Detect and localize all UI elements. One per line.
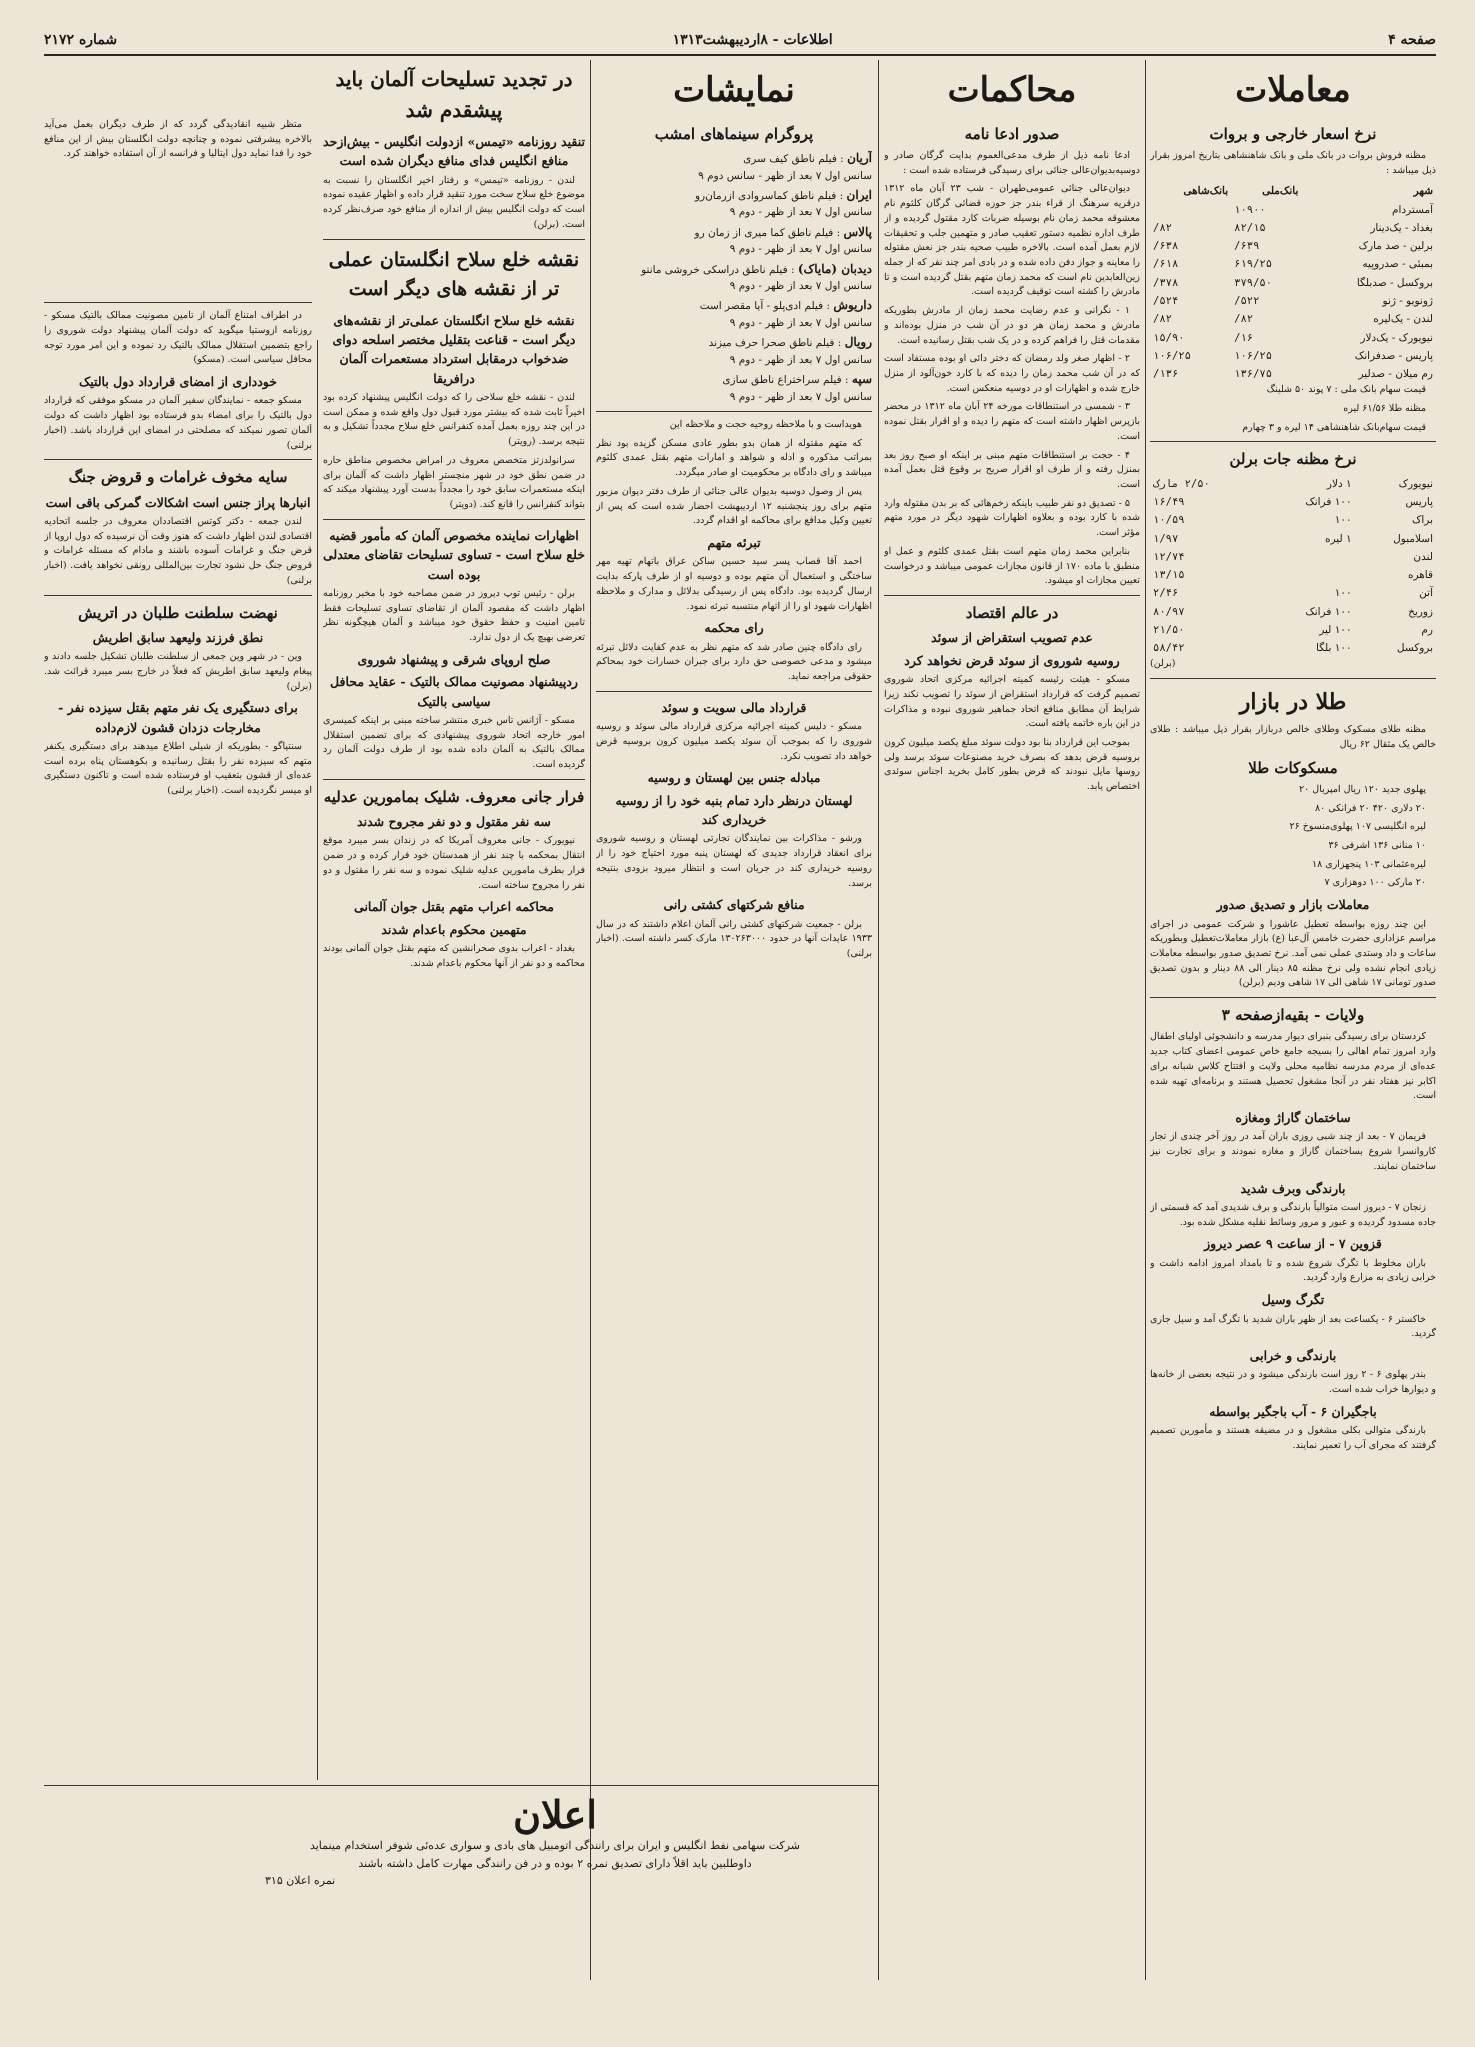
table-cell: ۱۰/۵۹ xyxy=(1153,514,1185,527)
paragraph: نیویورک - جانی معروف آمریکا که در زندان بسر میبرد موقع انتقال بمحکمه با چند نفر از همدستان خود فرار کرده و در ضمن فرار بطرف مامورین عدلیه شلیک نموده و سه نفر را مقتول و دو نفر را مجروح ساخته است. xyxy=(323,835,585,891)
table-cell: ۶۳۸/ xyxy=(1153,240,1179,253)
headline: نهضت سلطنت طلبان در اتریش xyxy=(78,603,278,622)
table-row xyxy=(1150,530,1436,548)
paragraph: بموجب این قرارداد بنا بود دولت سوئد مبلغ یکصد میلیون کرون بروسیه قرض بدهد که بصرف خرید مصنوعات سوئد برسد ولی روسها مایل نبودند که قرض بطور کامل بخرید اجناس سوئدی اختصاص یابد. xyxy=(884,736,1140,793)
table-cell xyxy=(1262,566,1355,584)
paragraph: ۱ - نگرانی و عدم رضایت محمد زمان از مادرش بطوریکه مادرش و محمد زمان هر دو در آن شب در منزل بوده‌اند و مقدمات قتل را فراهم کرده و در یک شب بقتل رسانیده است. xyxy=(884,305,1140,346)
table-cell: ۱۰۰ فرانک xyxy=(1305,605,1352,618)
cinema-item: دیدبان (مایاک) : فیلم ناطق دراسکی خروشی مانتو سانس اول ۷ بعد از ظهر - دوم ۹ xyxy=(641,261,872,293)
table-cell: ۱۶/ xyxy=(1234,331,1254,344)
subheading: صدور ادعا نامه xyxy=(964,124,1060,143)
subheading: نطق فرزند ولیعهد سابق اطریش xyxy=(92,629,264,645)
table-cell: ۸۲/۱۵ xyxy=(1234,221,1266,234)
table-cell: ۸۲/ xyxy=(1153,313,1172,326)
table-cell: آتن xyxy=(1419,587,1433,600)
divider xyxy=(323,519,585,520)
paragraph: لندن - نقشه خلع سلاحی را که دولت انگلیس پیشنهاد کرده بود اخیراً ثابت شده که بیشتر مورد قبول دول واقع شده و ممکن است در این چند روزه بعمل آمده کنفرانس خلع سلاح مجدداً تشکیل و به نتیجه برسد. (رویتر) xyxy=(323,392,585,448)
subheading: قرارداد مالی سویت و سوئد xyxy=(661,699,807,715)
coin-row: پهلوی جدید ۱۲۰ ریال امپریال ۲۰ xyxy=(1299,783,1426,795)
table-cell xyxy=(1262,548,1355,566)
table-cell: براک xyxy=(1411,514,1433,527)
paragraph: مسکو - آژانس تاس خبری منتشر ساخته مبنی بر اینکه کمیسری امور خارجه اتحاد شوروی پیشنهادی که برای تضمین استقلال ممالک بالتیک به آلمان داده شده بود از طرف دولت آلمان رد گردیده است. xyxy=(323,714,585,771)
subheading: انبارها پراز جنس است اشکالات گمرکی باقی است xyxy=(45,494,311,510)
column-shows xyxy=(596,60,872,1980)
subheading: لهستان درنظر دارد تمام بنبه خود را از روسیه خریداری کند xyxy=(615,792,853,828)
table-cell: ۱ دلار xyxy=(1326,477,1352,490)
paragraph: ورشو - مذاکرات بین نمایندگان تجارتی لهستان و روسیه شوروی برای انعقاد قرارداد جدیدی که لهستان پنبه مورد احتیاج خود را از روسیه خریداری کند در جریان است و انتظار میرود بزودی بنتیجه برسد. xyxy=(596,833,872,889)
table-cell: ۸۰/۹۷ xyxy=(1153,605,1185,618)
table-cell: نیویورک xyxy=(1398,477,1433,490)
subheading: متهمین محکوم باعدام شدند xyxy=(381,921,527,937)
exchange-rates-table xyxy=(1150,182,1436,383)
table-cell: ۱/۹۷ xyxy=(1153,532,1179,545)
paragraph: بندر پهلوی ۶ - ۲ روز است بارندگی میشود و در نتیجه بعضی از خانه‌ها و دیوارها خراب شده است. xyxy=(1150,1369,1436,1396)
text-line: مظنه طلا ۶۱/۵۶ لیره xyxy=(1343,403,1426,415)
table-cell: اسلامبول xyxy=(1393,532,1433,545)
paragraph: سنتیاگو - بطوریکه از شیلی اطلاع میدهند برای دستگیری یکنفر متهم که سیزده نفر را بقتل رسانیده و بکوهستان پناه برده است عده‌ای از قشون بتعقیب او فرستاده شده است و تاکنون دستگیری او میسر نگردیده است. (اخبار برلنی) xyxy=(44,741,312,797)
masthead: اطلاعات - ۸اردیبهشت۱۳۱۳ xyxy=(672,32,833,48)
paragraph: ۲ - اظهار صغر ولد رمضان که دختر دائی او بوده مستفاد است که در آن شب محمد زمان را دیده که با کارد خون‌آلود از منزل خارج شده و اظهارات او در دوسیه منعکس است. xyxy=(884,353,1140,394)
paragraph: لندن - روزنامه «تیمس» و رفتار اخیر انگلستان را نسبت به موضوع خلع سلاح سخت مورد تنقید قرار داده و اظهار عقیده نموده است که دولت انگلیس بیش از اندازه از منافع خود صرف‌نظر کرده است. (برلن) xyxy=(323,174,585,230)
section-title: معاملات xyxy=(1235,70,1351,110)
table-cell: ۱۰۰ لیر xyxy=(1319,623,1352,636)
berlin-heading: نرخ مظنه جات برلن xyxy=(1229,450,1357,469)
column-rule xyxy=(317,340,318,1780)
table-cell: بمبئی - صدروپیه xyxy=(1362,258,1433,271)
subheading: اظهارات نماینده مخصوص آلمان که مأمور قضیه خلع سلاح است - تساوی تسلیحات تقاضای معتدلی بوده است xyxy=(323,527,585,582)
paragraph: خاکستر ۶ - یکساعت بعد از ظهر باران شدید با تگرگ آمد و سیل جاری گردید. xyxy=(1150,1313,1436,1340)
gold-heading: طلا در بازار xyxy=(1239,689,1347,716)
subheading: سه نفر مقتول و دو نفر مجروح شدند xyxy=(357,814,551,829)
table-cell: ۵۲۴/ xyxy=(1153,294,1179,307)
page-header xyxy=(44,26,1436,56)
table-row xyxy=(1150,329,1436,347)
table-cell: ۸۲/ xyxy=(1234,313,1254,326)
table-cell: ۲/۵۰ مارک xyxy=(1153,477,1210,490)
coin-row: ۲۰ مارکی ۱۰۰ دوهزاری ۷ xyxy=(1324,877,1426,889)
subheading: نقشه خلع سلاح انگلستان عملی‌تر از نقشه‌های دیگر است - قناعت بتقلیل مختصر اسلحه دوای ضدخواب درمقابل استرداد مستعمرات آلمان درافریقا xyxy=(332,312,576,386)
table-row xyxy=(1150,475,1436,493)
paragraph: بارندگی متوالی بکلی مشغول و در مضیقه هستند و مأمورین تصمیم گرفتند که مجرای آب را تعمیر نمایند. xyxy=(1150,1425,1436,1451)
table-cell: برلین - صد مارک xyxy=(1358,240,1433,253)
table-cell: ۱۵/۹۰ xyxy=(1153,331,1185,344)
divider xyxy=(596,691,872,692)
cinema-program-heading: پروگرام سینماهای امشب xyxy=(654,124,814,143)
text-line: قیمت سهام‌بانک شاهنشاهی ۱۴ لیره و ۳ چهارم xyxy=(1242,421,1426,433)
cinema-item: سپه : فیلم سراختراع ناطق سازی سانس اول ۷ بعد از ظهر - دوم ۹ xyxy=(722,372,872,403)
subheading: عدم تصویب استقراض از سوئد xyxy=(931,630,1093,646)
table-cell: ۶۱۸/ xyxy=(1153,258,1179,271)
column-news-a xyxy=(323,60,585,1780)
table-cell: ۶۱۹/۲۵ xyxy=(1234,258,1273,271)
headline: نقشه خلع سلاح انگلستان عملی تر از نقشه های دیگر است xyxy=(328,248,580,301)
coin-row: لیره‌عثمانی ۱۰۳ پنجهزاری ۱۸ xyxy=(1312,858,1426,870)
table-row xyxy=(1150,621,1436,639)
cinema-film: فیلم ناطق دراسکی خروشی مانتو xyxy=(641,263,788,276)
page-number: صفحه ۴ xyxy=(1388,32,1436,48)
table-cell: ۱۰۶/۲۵ xyxy=(1234,349,1273,362)
section-title: نمایشات xyxy=(673,70,795,110)
table-cell: ۱۰۰ فرانک xyxy=(1305,495,1352,508)
table-cell: ۳۷۹/۵۰ xyxy=(1234,276,1273,289)
column-news-b xyxy=(44,118,312,1778)
subheading: محاکمه اعراب متهم بقتل جوان آلمانی xyxy=(354,899,554,915)
table-row xyxy=(1150,511,1436,529)
cinema-times: سانس اول ۷ بعد از ظهر - دوم ۹ xyxy=(729,243,872,256)
table-cell: رم xyxy=(1421,623,1433,636)
paragraph: بغداد - اعراب بدوی صحرانشین که متهم بقتل جوان آلمانی بودند محاکمه و دو نفر از آنها محکوم باعدام شدند. xyxy=(323,943,585,969)
paragraph: فریمان ۷ - بعد از چند شبی روزی باران آمد در روز آخر چندی از تجار کاروانسرا شروع بساختمان گاراژ و مغازه نمودند و برای تجارت نیز ساختمان نمایند. xyxy=(1150,1131,1436,1172)
provinces-heading: ولایات - بقیه‌ازصفحه ۳ xyxy=(1221,1006,1365,1025)
table-cell: پاریس xyxy=(1405,495,1433,508)
paragraph: متظر شبیه انقادیدگی گردد که از طرف دیگران بعمل می‌آید بالاخره پیشرفتی نموده و چنانچه دولت انگلستان بیش از این منافع خود را فدا نماید دول ایتالیا و فرانسه از آن استفاده خواهند کرد. xyxy=(44,119,312,160)
subheading: باجگیران ۶ - آب باجگیر بواسطه xyxy=(1209,1403,1377,1419)
paragraph: احمد آقا قصاب پسر سید حسین ساکن عراق باتهام تهیه مهر ساختگی و استعمال آن متهم بوده و دوسیه او از طرف پارکه بدایت ارسال گردیده بود. دادگاه پس از رسیدگی بدلائل و مدارک و ملاحظه اظهارات شهود او را از اتهام منتسبه تبرئه نمود. xyxy=(596,556,872,612)
paragraph: بنابراین محمد زمان متهم است بقتل عمدی کلثوم و عمل او منطبق با ماده ۱۷۰ از قانون مجازات عمومی میباشد و درخواست تعیین مجازات او میشود. xyxy=(884,545,1140,587)
table-header: بانک‌شاهی xyxy=(1183,185,1229,198)
table-cell: بروکسل - صدبلگا xyxy=(1356,276,1433,289)
table-cell: ۲/۴۶ xyxy=(1153,587,1179,600)
cinema-item: داریوش : فیلم ادی‌پلو - آیا مقصر است سانس اول ۷ بعد از ظهر - دوم ۹ xyxy=(699,298,872,329)
table-cell: ۱۰۰ xyxy=(1334,514,1352,527)
table-cell: پاریس - صدفرانک xyxy=(1354,349,1433,362)
paragraph: برلن - جمعیت شرکتهای کشتی رانی آلمان اعلام داشتند که در سال ۱۹۳۳ عایدات آنها در حدود ۱۳۰۲۶۳۰۰۰ مارک کسر داشته است. (اخبار برلنی) xyxy=(596,918,872,960)
table-row xyxy=(1150,639,1436,657)
paragraph: ۵ - تصدیق دو نفر طبیب باینکه زخم‌هائی که بر بدن مقتوله وارد شده با کارد بوده و بعلاوه اظهارات شهود دیگر در مورد متهم مؤثر است. xyxy=(884,497,1140,539)
table-row xyxy=(1150,201,1436,219)
subheading: قزوین ۷ - از ساعت ۹ عصر دیروز xyxy=(1204,1236,1382,1252)
cinema-film: فیلم ناطق کماسروادی ازرمان‌رو xyxy=(694,189,837,202)
coin-row: ۱۰ منانی ۱۳۶ اشرفی ۳۶ xyxy=(1328,840,1426,852)
column-courts xyxy=(884,60,1140,1980)
paragraph: رای دادگاه چنین صادر شد که متهم نظر به عدم کفایت دلائل تبرئه میشود و مدعی خصوصی حق دارد برای جبران خسارات خود بمحاکم حقوقی مراجعه نماید. xyxy=(596,641,872,683)
paragraph: مسکو جمعه - نمایندگان سفیر آلمان در مسکو موفقی که قرارداد دول بالتیک را برای امضاء بدو فرستاده بود اظهار داشت که دولت آلمان تصور نمیکند که مصلحتی در امضای این قرارداد باشد. (اخبار برلنی) xyxy=(44,395,312,451)
divider xyxy=(1150,678,1436,679)
table-row xyxy=(1150,566,1436,584)
cinema-name: دیدبان (مایاک) xyxy=(797,261,872,276)
table-row xyxy=(1150,219,1436,237)
paragraph: در اطراف امتناع آلمان از تامین مصونیت ممالک بالتیک مسکو - روزنامه ازوستیا میگوید که دولت آلمان پیشنهاد دولت شوروی را راجع بتضمین استقلال ممالک بالتیک رد نموده و این امر مورد توجه محافل سیاسی است. (مسکو) xyxy=(44,310,312,366)
table-cell: آمستردام xyxy=(1392,203,1433,216)
table-cell: ۱۰۰ بلگا xyxy=(1315,642,1352,655)
table-cell xyxy=(1150,201,1231,219)
divider xyxy=(323,239,585,240)
cinema-name: سپه xyxy=(851,372,872,387)
table-cell: بغداد - یک‌دینار xyxy=(1370,221,1433,234)
table-row xyxy=(1150,274,1436,292)
subheading: تبرئه متهم xyxy=(707,534,761,550)
cinema-times: سانس اول ۷ بعد از ظهر - دوم ۹ xyxy=(729,353,872,366)
notice-number: نمره اعلان ۳۱۵ xyxy=(265,1874,336,1888)
table-header-row xyxy=(1150,182,1436,200)
notice-line: داوطلبین باید اقلاً دارای تصدیق نمره ۲ بوده و در فن رانندگی مهارت کامل داشته باشند xyxy=(358,1856,752,1870)
paragraph: مظنه طلای مسکوک وطلای خالص دربازار بقرار ذیل میباشد : طلای خالص یک مثقال ۶۲ ریال xyxy=(1150,724,1436,750)
cinema-item: ایران : فیلم ناطق کماسروادی ازرمان‌رو سانس اول ۷ بعد از ظهر - دوم ۹ xyxy=(694,187,872,219)
table-cell: رم میلان - صدلیر xyxy=(1358,368,1433,381)
paragraph: مسکو - هیئت رئیسه کمیته اجرائیه مرکزی اتحاد شوروی تصمیم گرفت که قرارداد استقراض از سوئد را تصویب نکند زیرا شرایط آن مطابق منافع اتحاد جماهیر شوروی نبوده و مذاکرات در این باره خاتمه یافته است. xyxy=(884,674,1140,730)
table-row xyxy=(1150,603,1436,621)
paragraph: ادعا نامه ذیل از طرف مدعی‌العموم بدایت گرگان صادر و دوسیه‌بدیوان‌عالی جنائی برای رسیدگی فرستاده شده است : xyxy=(884,149,1140,176)
subheading: ساختمان گاراژ ومغازه xyxy=(1235,1109,1351,1125)
paragraph: ۴ - حجت بر استنطاقات متهم مبنی بر اینکه او صبح روز بعد بمنزل رفته و از طرف او اقرار صریح بر وقوع قتل بعمل آمده است. xyxy=(884,449,1140,491)
headline: سایه مخوف غرامات و قروض جنگ xyxy=(68,468,288,487)
paragraph: زنجان ۷ - دیروز است متوالیاً بارندگی و برف شدیدی آمد که قسمتی از جاده مسدود گردیده و عبور و مرور وسائط نقلیه مشکل شده بود. xyxy=(1150,1201,1436,1228)
cinema-times: سانس اول ۷ بعد از ظهر - دوم ۹ xyxy=(729,316,872,329)
paragraph: ۳ - شمسی در استنطاقات مورخه ۲۴ آبان ماه ۱۳۱۲ در محضر بازپرس اظهار داشته است که متهم را دیده و او اقرار بقتل نموده است. xyxy=(884,401,1140,442)
cinema-times: سانس اول ۷ بعد از ظهر - دوم ۹ xyxy=(729,280,872,293)
subheading: معاملات بازار و تصدیق صدور xyxy=(1216,897,1370,913)
table-cell: بروکسل xyxy=(1396,642,1433,655)
paragraph: هویداست و با ملاحظه روحیه حجت و ملاحظه این xyxy=(669,418,862,430)
table-row xyxy=(1150,584,1436,602)
table-cell: لندن xyxy=(1413,550,1433,563)
table-header: شهر xyxy=(1413,185,1433,198)
divider xyxy=(884,595,1140,596)
paragraph: سرانولدزتز متخصص معروف در امراض مخصوص مناطق حاره در ضمن نطق خود در شهر منچستر اظهار داشت که آلمان برای اینکه مستعمرات سابق خود را مجدداً بدست آورد پیشنهاد میکند که بتواند کنفرانس را قانع کند. (دویتر) xyxy=(323,454,585,511)
subheading: منافع شرکتهای کشتی رانی xyxy=(663,897,805,913)
notice-line: شرکت سهامی نفط انگلیس و ایران برای رانندگی اتومبیل های بادی و سواری عده‌ئی شوفر استخدام مینماید xyxy=(309,1839,801,1852)
table-cell: نیویورک - یک‌دلار xyxy=(1360,331,1433,344)
cinema-film: فیلم سراختراع ناطق سازی xyxy=(722,374,842,387)
table-cell: ۱۳/۱۵ xyxy=(1153,569,1185,582)
paragraph: وین - در شهر وین جمعی از سلطنت طلبان تشکیل جلسه دادند و پیغام ولیعهد سابق اطریش که فعلاً در خارج بسر میبرد قرائت شد. (برلن) xyxy=(44,651,312,692)
table-header: بانک‌ملی xyxy=(1262,185,1299,198)
table-cell: ۵۸/۴۲ xyxy=(1153,642,1185,655)
table-cell: ۱۰۶/۲۵ xyxy=(1153,349,1191,362)
table-cell: ۱۰۹۰۰ xyxy=(1234,203,1266,216)
table-cell: ۱۳۶/ xyxy=(1153,368,1179,381)
divider xyxy=(44,459,312,460)
column-rule xyxy=(590,60,591,1980)
economy-heading: در عالم اقتصاد xyxy=(965,604,1059,623)
cinema-item: پالاس : فیلم ناطق کما میری از زمان رو سانس اول ۷ بعد از ظهر - دوم ۹ xyxy=(694,224,872,256)
paragraph: دیوان‌عالی جنائی عمومی‌طهران - شب ۲۳ آبان ماه ۱۳۱۲ درقریه سرهنگ از قراء بندر جز حوزه قضائی گرگان کلثوم نام معشوقه محمد زمان نام بوسیله ضربات کارد مقتول گردیده و از طرف اداره نظمیه دستور تعقیب صادر و متهمین جلب و تحقیقات لازم بعمل آمده است. بالاخره طبیب صحیه بندر جز نعش مقتوله را معاینه و جواز دفن داده شده و در بادی امر چند نفر که از جمله زین‌العابدین نام است که محمد زمان متهم بقتل گردیده است و تا مادرش را کشته است توقیف گردیده است. xyxy=(884,183,1140,298)
paragraph: برلن - رئیس توپ دیروز در ضمن مصاحبه خود با مخبر روزنامه اظهار داشت که مقصود آلمان از تقاضای تساوی تسلیحات فقط تامین امنیت و حفظ حقوق خود میباشد و آلمان هیچگونه نظر تعرضی بهیچ یک از دول ندارد. xyxy=(323,587,585,644)
table-cell: ۱۲/۷۴ xyxy=(1153,550,1185,563)
divider xyxy=(44,302,312,303)
table-cell: ۸۲/ xyxy=(1153,221,1172,234)
cinema-times: سانس اول ۷ بعد از ظهر - دوم ۹ xyxy=(729,206,872,219)
table-cell: ژونویو - ژنو xyxy=(1382,294,1433,307)
table-row xyxy=(1150,347,1436,365)
cinema-item: رویال : فیلم ناطق صحرا حرف میزند سانس اول ۷ بعد از ظهر - دوم ۹ xyxy=(708,335,872,366)
table-row xyxy=(1150,237,1436,255)
subheading: رای محکمه xyxy=(704,620,764,636)
cinema-name: آریان xyxy=(847,150,872,165)
berlin-rates-table xyxy=(1150,475,1436,658)
subheading: صلح اروپای شرقی و پیشنهاد شوروی xyxy=(357,651,551,667)
divider xyxy=(1150,997,1436,998)
subheading: روسیه شوروی از سوئد قرض نخواهد کرد xyxy=(904,652,1120,668)
subheading: بارندگی و خرابی xyxy=(1249,1347,1337,1363)
rates-heading: نرخ اسعار خارجی و بروات xyxy=(1209,124,1377,143)
rates-intro: مظنه فروش بروات در بانک ملی و بانک شاهنشاهی بتاریخ امروز بقرار ذیل میباشد : xyxy=(1150,149,1436,176)
cinema-film: فیلم ادی‌پلو - آیا مقصر است xyxy=(699,300,824,313)
cinema-times: سانس اول ۷ بعد از ظهر - دوم ۹ xyxy=(729,390,872,403)
cinema-film: فیلم ناطق صحرا حرف میزند xyxy=(708,337,835,350)
subheading: تگرگ وسیل xyxy=(1261,1292,1325,1308)
subheading: ردپیشنهاد مصونیت ممالک بالتیک - عقاید محافل سیاسی بالتیک xyxy=(330,674,578,709)
column-rule xyxy=(878,60,879,1980)
text-line: قیمت سهام بانک ملی : ۷ پوند ۵۰ شلینگ xyxy=(1266,384,1426,396)
subheading: برای دستگیری یک نفر متهم بقتل سیزده نفر - مخارجات دزدان قشون لازم‌داده xyxy=(58,700,298,735)
notice-title: اعلان xyxy=(513,1792,597,1837)
paragraph: پس از وصول دوسیه بدیوان عالی جنائی از طرف دفتر دیوان مزبور متهم برای روز پنجشنبه ۱۲ اردیبهشت احضار شده است که پس از تعیین وکیل مدافع برای محاکمه او اقدام گردد. xyxy=(596,485,872,527)
subheading: خودداری از امضای قرارداد دول بالتیک xyxy=(79,374,277,390)
section-title: محاکمات xyxy=(947,70,1077,110)
table-cell: ۱۳۶/۷۵ xyxy=(1234,368,1273,381)
table-cell: ۲۱/۵۰ xyxy=(1153,623,1185,636)
advertisement-notice xyxy=(265,1792,845,1887)
table-row xyxy=(1150,255,1436,273)
paragraph: لندن جمعه - دکتر کوتس اقتصاددان معروف در جلسه اتحادیه اقتصادی لندن اظهار داشت که هنوز وقت آن نرسیده که دول اروپا از قرض جنگ و غرامات آسوده باشند و مادام که مسئله غرامات و قروض جنگ حل نشود تجارت بین‌المللی رونقی نخواهد یافت. (اخبار برلنی) xyxy=(44,515,312,586)
column-transactions xyxy=(1150,60,1436,1980)
paragraph: کردستان برای رسیدگی بنبرای دیوار مدرسه و دانشجوئی اولیای اطفال وارد امروز تمام اهالی را بسیجه جامع خاص عمومی اعضای کتاب جدید عده‌ای از مردم مدرسه نظامیه محلی ولایت و افتتاح کلاس شبانه برای اکابر نیز هفتاد نفر در آنجا مشغول تحصیل هستند و برنامه‌ای تهیه شده است. xyxy=(1150,1031,1436,1102)
table-cell: ۱۰۰ xyxy=(1334,587,1352,600)
cinema-film: فیلم ناطق کیف سری xyxy=(743,152,837,165)
paragraph: که متهم مقتوله از همان بدو بطور عادی مسکن گزیده بود نظر بمراتب مذکوره و ادله و شواهد و امارات متهم بقتل عمدی کلثوم میباشد و رای دادگاه بر محکومیت او صادر میگردد. xyxy=(596,437,872,479)
column-rule xyxy=(1145,60,1146,1980)
table-row xyxy=(1150,548,1436,566)
table-row xyxy=(1150,365,1436,383)
divider xyxy=(44,595,312,596)
table-row xyxy=(1150,493,1436,511)
table-cell: زوریخ xyxy=(1408,605,1433,618)
cinema-name: ایران xyxy=(846,187,872,202)
cinema-item: آریان : فیلم ناطق کیف سری سانس اول ۷ بعد از ظهر - سانس دوم ۹ xyxy=(698,150,872,182)
subheading: مبادله جنس بین لهستان و روسیه xyxy=(647,770,821,786)
table-cell: قاهره xyxy=(1407,569,1433,582)
table-row xyxy=(1150,292,1436,310)
table-cell: ۳۷۸/ xyxy=(1153,276,1179,289)
table-cell: ۱۶/۴۹ xyxy=(1153,495,1185,508)
lead-headline: در تجدید تسلیحات آلمان باید پیشقدم شد xyxy=(335,67,573,122)
subheading: تنقید روزنامه «تیمس» ازدولت انگلیس - بیش‌ازحد منافع انگلیس فدای منافع دیگران شده است xyxy=(323,134,585,169)
table-cell: ۶۳۹/ xyxy=(1234,240,1260,253)
divider xyxy=(596,411,872,412)
divider xyxy=(1150,441,1436,442)
coin-row: لیره انگلیسی ۱۰۷ پهلوی‌منسوخ ۲۶ xyxy=(1289,821,1426,833)
table-row xyxy=(1150,310,1436,328)
paragraph: مسکو - دلیس کمیته اجرائیه مرکزی قرارداد مالی سوئد و روسیه شوروی را که بموجب آن سوئد یکصد میلیون کرون بروسیه قرض خواهد داد تصویب نکرد. xyxy=(596,721,872,762)
cinema-name: داریوش xyxy=(833,298,872,313)
table-cell: ۵۲۲/ xyxy=(1234,294,1260,307)
paragraph: این چند روزه بواسطه تعطیل عاشورا و شرکت عمومی در اجرای مراسم عزاداری حضرت خامس آل‌عبا (ع) بازار معاملات‌تعطیل وبطوریکه ساعات و داد وستدی عملی نمی آمد. نرخ تصدیق صدور بواسطه معاملات زیادی انجام نشده ولی نرخ مظنه ۸۵ دینار الی ۸۸ دینار و بدون تصدیق صدور تومانی ۱۷ شاهی الی ۱۷ شاهی ودیم (برلن) xyxy=(1150,918,1436,989)
coin-row: ۲۰ دلاری ۴۲۰ ۲۰ فرانکی ۸۰ xyxy=(1315,802,1426,814)
cinema-name: پالاس xyxy=(843,224,872,239)
subheading: بارندگی وبرف شدید xyxy=(1240,1180,1346,1196)
issue-number: شماره ۲۱۷۲ xyxy=(44,32,118,48)
cinema-times: سانس اول ۷ بعد از ظهر - سانس دوم ۹ xyxy=(698,169,872,182)
headline: فرار جانی معروف. شلیک بمامورین عدلیه xyxy=(323,787,585,806)
cinema-film: فیلم ناطق کما میری از زمان رو xyxy=(694,226,834,239)
cinema-name: رویال xyxy=(844,335,872,350)
table-cell: لندن - یک‌لیره xyxy=(1373,313,1433,326)
table-cell: ۱ لیره xyxy=(1324,532,1352,545)
paragraph: باران مخلوط با تگرگ شروع شده و تا بامداد امروز ادامه داشت و خرابی زیادی به مزارع وارد گردید. xyxy=(1150,1257,1436,1284)
divider xyxy=(323,779,585,780)
source-tag: (برلن) xyxy=(1150,658,1176,670)
coins-heading: مسکوکات طلا xyxy=(1248,758,1338,777)
